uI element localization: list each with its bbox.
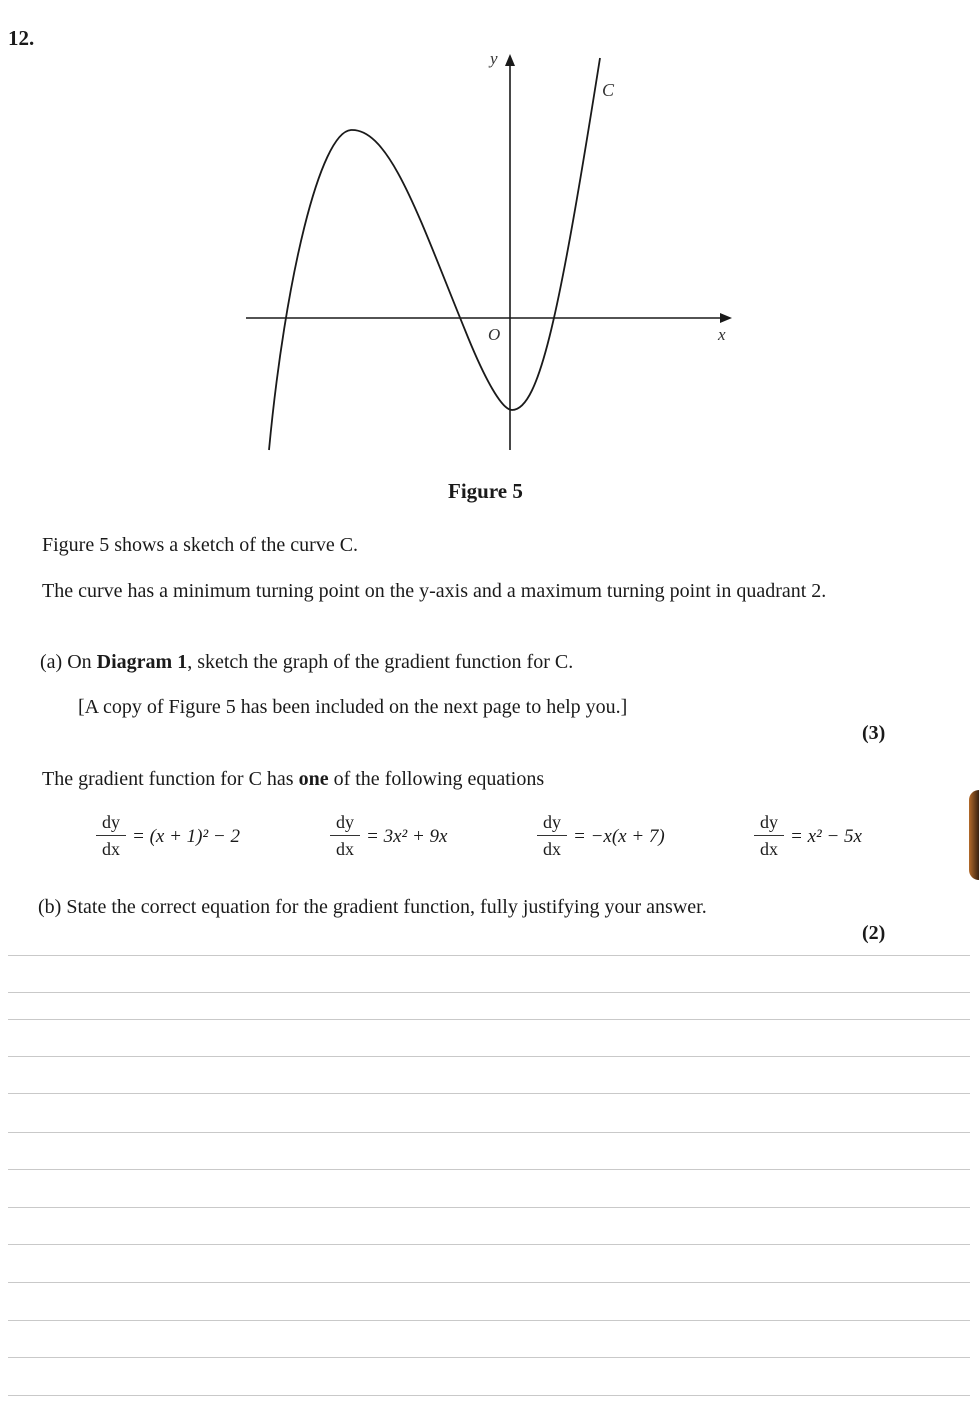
equation-option-4	[754, 812, 944, 872]
answer-line[interactable]	[8, 1207, 970, 1208]
fraction-numerator: dy	[537, 812, 567, 836]
page-edge-shadow	[969, 790, 979, 880]
answer-line[interactable]	[8, 1320, 970, 1321]
part-a	[40, 649, 573, 676]
answer-line[interactable]	[8, 1244, 970, 1245]
equation-option-3	[537, 812, 737, 872]
answer-line[interactable]	[8, 1395, 970, 1396]
part-a-text-after: , sketch the graph of the gradient function for C.	[187, 651, 574, 673]
y-axis-arrow	[505, 54, 515, 66]
equation-rhs: = 3x² + 9x	[366, 826, 448, 847]
fraction-numerator: dy	[754, 812, 784, 836]
part-a-note: [A copy of Figure 5 has been included on the next page to help you.]	[78, 696, 628, 718]
equation-rhs: = x² − 5x	[790, 826, 862, 847]
equation-rhs: = −x(x + 7)	[573, 826, 665, 847]
part-b-text: State the correct equation for the gradient function, fully justifying your answer.	[66, 896, 707, 918]
answer-line[interactable]	[8, 1056, 970, 1057]
part-b-label: (b)	[38, 896, 62, 918]
answer-line[interactable]	[8, 992, 970, 993]
gradient-intro-after: of the following equations	[333, 768, 545, 790]
curve-c	[269, 58, 600, 450]
figure-caption: Figure 5	[448, 479, 523, 503]
answer-line[interactable]	[8, 1169, 970, 1170]
part-a-label: (a)	[40, 651, 63, 673]
equation-option-1	[96, 812, 296, 872]
answer-line[interactable]	[8, 1019, 970, 1020]
answer-line[interactable]	[8, 955, 970, 956]
x-axis-label: x	[718, 325, 726, 344]
derivative-fraction	[330, 812, 360, 860]
answer-line[interactable]	[8, 1357, 970, 1358]
gradient-intro-bold: one	[298, 768, 329, 790]
answer-line[interactable]	[8, 1282, 970, 1283]
diagram-reference: Diagram 1	[96, 651, 188, 673]
fraction-denominator: dx	[760, 839, 778, 859]
fraction-denominator: dx	[543, 839, 561, 859]
equation-option-2	[330, 812, 530, 872]
fraction-denominator: dx	[336, 839, 354, 859]
x-axis-arrow	[720, 313, 732, 323]
description-text: The curve has a minimum turning point on the y-axis and a maximum turning point in quadrant 2.	[42, 580, 827, 602]
question-number: 12.	[8, 26, 35, 50]
fraction-numerator: dy	[96, 812, 126, 836]
part-b	[38, 894, 707, 921]
part-a-text-before: On	[67, 651, 92, 673]
y-axis-label: y	[490, 50, 498, 68]
figure-5-graph	[240, 50, 750, 460]
part-a-marks: (3)	[862, 722, 886, 744]
origin-label: O	[488, 325, 501, 344]
equation-rhs: = (x + 1)² − 2	[132, 826, 240, 847]
gradient-intro	[42, 766, 544, 793]
answer-line[interactable]	[8, 1093, 970, 1094]
derivative-fraction	[754, 812, 784, 860]
curve-label: C	[602, 80, 615, 100]
part-b-marks: (2)	[862, 922, 886, 944]
intro-text: Figure 5 shows a sketch of the curve C.	[42, 534, 359, 556]
derivative-fraction	[96, 812, 126, 860]
fraction-numerator: dy	[330, 812, 360, 836]
fraction-denominator: dx	[102, 839, 120, 859]
derivative-fraction	[537, 812, 567, 860]
answer-line[interactable]	[8, 1132, 970, 1133]
gradient-intro-before: The gradient function for C has	[42, 768, 294, 790]
